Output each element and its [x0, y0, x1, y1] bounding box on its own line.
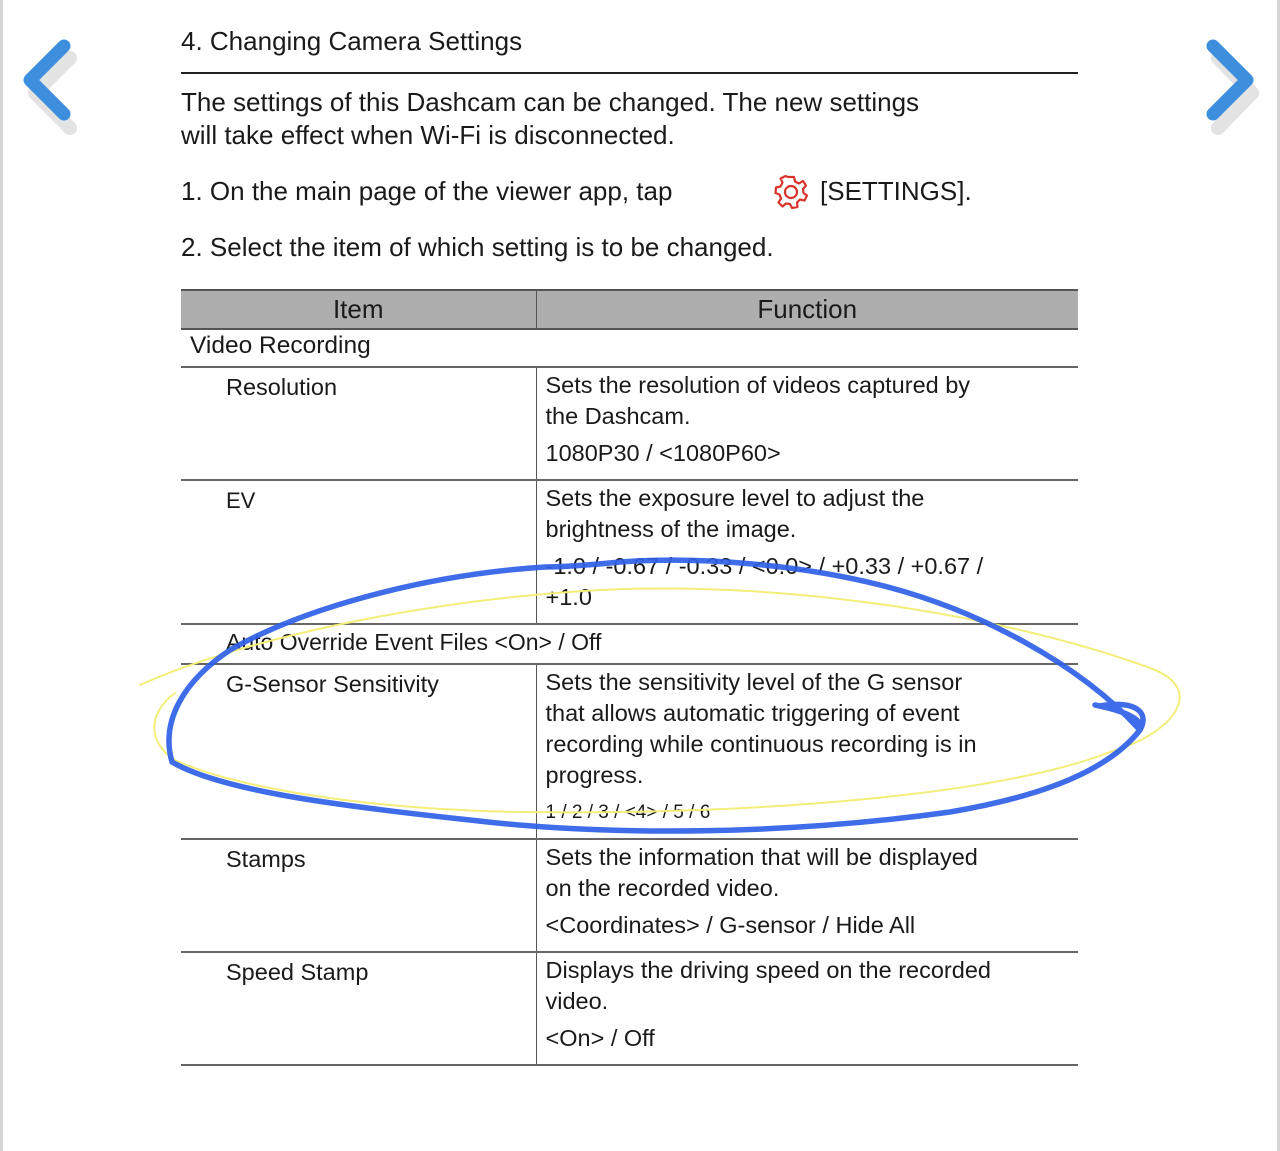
options-line: +1.0: [545, 584, 592, 610]
function-cell: [536, 480, 1078, 624]
function-cell: [536, 839, 1078, 952]
group-label: Video Recording: [181, 329, 1078, 367]
intro-paragraph: [181, 86, 919, 152]
gear-icon: [773, 174, 809, 210]
description-line: on the recorded video.: [545, 875, 780, 901]
step-2: 2. Select the item of which setting is to be changed.: [181, 232, 774, 262]
function-cell: [536, 952, 1078, 1065]
table-row: [181, 664, 1078, 839]
description-line: Sets the sensitivity level of the G sensor: [545, 669, 963, 695]
table-header-row: [181, 290, 1078, 329]
title-divider: [181, 72, 1078, 74]
section-title: 4. Changing Camera Settings: [181, 26, 523, 56]
options-line: -1.0 / -0.67 / -0.33 / <0.0> / +0.33 / +0.67 /: [545, 553, 984, 579]
options-line: <On> / Off: [545, 1025, 655, 1051]
description-line: Sets the exposure level to adjust the: [545, 485, 925, 511]
description-line: recording while continuous recording is in: [545, 731, 977, 757]
header-item: Item: [181, 290, 536, 329]
item-cell: Speed Stamp: [181, 952, 536, 1065]
chevron-left-icon[interactable]: [18, 36, 88, 136]
table-row: [181, 839, 1078, 952]
intro-line: The settings of this Dashcam can be changed. The new settings: [181, 87, 920, 117]
settings-label: [SETTINGS].: [820, 176, 972, 206]
chevron-right-icon[interactable]: [1196, 36, 1266, 136]
group-row: [181, 329, 1078, 367]
single-line-cell: Auto Override Event Files <On> / Off: [181, 624, 1078, 664]
options-line: 1 / 2 / 3 / <4> / 5 / 6: [545, 802, 711, 823]
function-cell: [536, 664, 1078, 839]
table-row: [181, 367, 1078, 480]
description-line: that allows automatic triggering of event: [545, 700, 960, 726]
description-line: Sets the resolution of videos captured by: [545, 372, 971, 398]
item-cell: Resolution: [181, 367, 536, 480]
header-function: Function: [536, 290, 1078, 329]
options-line: <Coordinates> / G-sensor / Hide All: [545, 912, 916, 938]
settings-table: [181, 289, 1078, 1066]
item-cell: Stamps: [181, 839, 536, 952]
description-line: video.: [545, 988, 609, 1014]
table-row: [181, 480, 1078, 624]
item-cell: G-Sensor Sensitivity: [181, 664, 536, 839]
options-line: 1080P30 / <1080P60>: [545, 440, 781, 466]
description-line: Sets the information that will be displayed: [545, 844, 978, 870]
description-line: Displays the driving speed on the recorded: [545, 957, 991, 983]
item-cell: EV: [181, 480, 536, 624]
page-edge-left: [0, 0, 3, 1151]
step-1-text: 1. On the main page of the viewer app, tap: [181, 176, 673, 206]
description-line: brightness of the image.: [545, 516, 797, 542]
function-cell: [536, 367, 1078, 480]
description-line: the Dashcam.: [545, 403, 691, 429]
table-row: [181, 624, 1078, 664]
table-row: [181, 952, 1078, 1065]
description-line: progress.: [545, 762, 644, 788]
intro-line: will take effect when Wi-Fi is disconnected.: [181, 120, 675, 150]
step-1: [181, 176, 972, 207]
